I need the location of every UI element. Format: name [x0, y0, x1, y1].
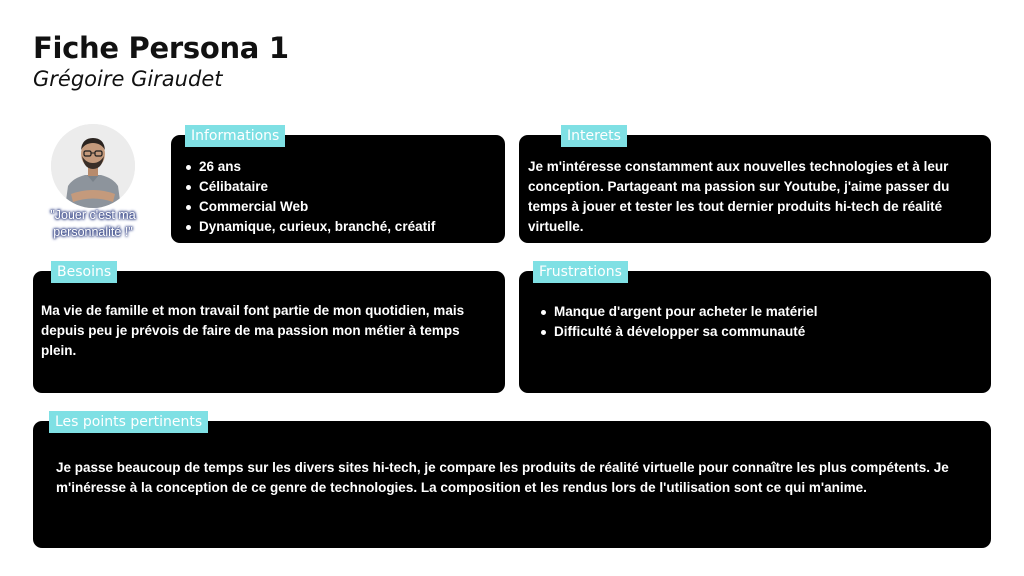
list-item: Dynamique, curieux, branché, créatif	[183, 217, 505, 237]
list-item: Célibataire	[183, 177, 505, 197]
avatar	[51, 124, 135, 208]
frustrations-card	[519, 271, 991, 393]
points-text: Je passe beaucoup de temps sur les divers sites hi-tech, je compare les produits de réalité virtuelle pour connaître les plus compétents. Je m'inéresse à la conception de ce genre de technologies. La composition et les rendus lors de l'utilisation sont ce qui m'anime.	[56, 460, 949, 495]
interets-card	[519, 135, 991, 243]
informations-list	[183, 157, 505, 237]
frustrations-label: Frustrations	[533, 261, 628, 283]
points-card	[33, 421, 991, 548]
besoins-text: Ma vie de famille et mon travail font partie de mon quotidien, mais depuis peu je prévois de faire de ma passion mon métier à temps plein.	[41, 303, 465, 358]
page-title: Fiche Persona 1	[33, 31, 289, 65]
frustrations-list	[538, 302, 991, 342]
besoins-card	[33, 271, 505, 393]
list-item: Commercial Web	[183, 197, 505, 217]
besoins-label: Besoins	[51, 261, 117, 283]
informations-card	[171, 135, 505, 243]
interets-label: Interets	[561, 125, 627, 147]
person-photo-icon	[51, 124, 135, 208]
list-item: Manque d'argent pour acheter le matériel	[538, 302, 991, 322]
persona-quote: "Jouer c'est ma personnalité !"	[50, 208, 136, 239]
informations-label: Informations	[185, 125, 285, 147]
points-label: Les points pertinents	[49, 411, 208, 433]
persona-name: Grégoire Giraudet	[33, 67, 223, 91]
interets-text: Je m'intéresse constamment aux nouvelles technologies et à leur conception. Partageant ma passion sur Youtube, j'aime passer du temps à jouer et tester les tout dernier produits hi-tech de réalité virtuelle.	[528, 159, 950, 234]
list-item: Difficulté à développer sa communauté	[538, 322, 991, 342]
list-item: 26 ans	[183, 157, 505, 177]
